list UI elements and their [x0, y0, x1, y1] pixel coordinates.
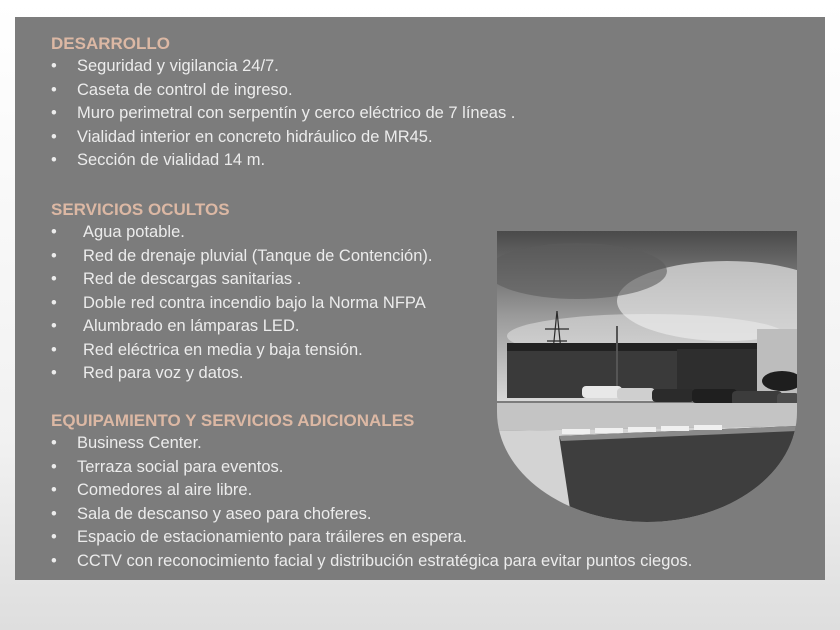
bullet-icon: •: [51, 434, 57, 452]
list-item: • Sala de descanso y aseo para choferes.: [51, 503, 414, 527]
section-heading: SERVICIOS OCULTOS: [51, 200, 230, 219]
list-item: • Alumbrado en lámparas LED.: [51, 315, 230, 339]
list-item: • Comedores al aire libre.: [51, 479, 414, 503]
section-equipamiento: [51, 410, 693, 573]
list-item: • Business Center.: [51, 432, 414, 456]
section-heading: EQUIPAMIENTO Y SERVICIOS ADICIONALES: [51, 411, 415, 430]
bullet-icon: •: [51, 504, 57, 523]
list-item: • Seguridad y vigilancia 24/7.: [51, 55, 170, 79]
list-item: • Muro perimetral con serpentín y cerco eléctrico de 7 líneas .: [51, 102, 170, 126]
bullet-list: [51, 221, 433, 386]
bullet-icon: •: [51, 57, 57, 75]
bullet-icon: •: [51, 317, 57, 335]
slide-panel: [15, 17, 825, 580]
section-servicios-ocultos: [51, 199, 433, 386]
photo-illustration: [497, 231, 797, 522]
list-item: • Sección de vialidad 14 m.: [51, 149, 170, 173]
list-item: • Vialidad interior en concreto hidráulico de MR45.: [51, 126, 170, 150]
bullet-icon: •: [51, 457, 57, 476]
industrial-park-photo: [497, 231, 797, 522]
section-heading: DESARROLLO: [51, 34, 170, 53]
list-item: • Red eléctrica en media y baja tensión.: [51, 339, 230, 363]
list-item: • CCTV con reconocimiento facial y distribución estratégica para evitar puntos ciegos.: [51, 550, 414, 574]
bullet-icon: •: [51, 127, 57, 146]
lawn: [559, 426, 797, 522]
bullet-icon: •: [51, 223, 57, 241]
bullet-icon: •: [51, 364, 57, 382]
bullet-icon: •: [51, 80, 57, 99]
bullet-icon: •: [51, 270, 57, 288]
bullet-list: [51, 432, 693, 573]
bullet-icon: •: [51, 551, 57, 570]
list-item: • Terraza social para eventos.: [51, 456, 414, 480]
bullet-icon: •: [51, 481, 57, 499]
bullet-icon: •: [51, 340, 57, 359]
bullet-icon: •: [51, 246, 57, 265]
list-item: • Red de drenaje pluvial (Tanque de Contención).: [51, 245, 230, 269]
bullet-icon: •: [51, 104, 57, 122]
list-item: • Red de descargas sanitarias .: [51, 268, 230, 292]
list-item: • Caseta de control de ingreso.: [51, 79, 170, 103]
bullet-icon: •: [51, 293, 57, 312]
bullet-icon: •: [51, 528, 57, 546]
bullet-icon: •: [51, 151, 57, 169]
list-item: • Espacio de estacionamiento para tráileres en espera.: [51, 526, 414, 550]
bullet-list: [51, 55, 516, 173]
section-desarrollo: [51, 33, 516, 173]
list-item: • Doble red contra incendio bajo la Norma NFPA: [51, 292, 230, 316]
list-item: • Red para voz y datos.: [51, 362, 230, 386]
list-item: • Agua potable.: [51, 221, 230, 245]
